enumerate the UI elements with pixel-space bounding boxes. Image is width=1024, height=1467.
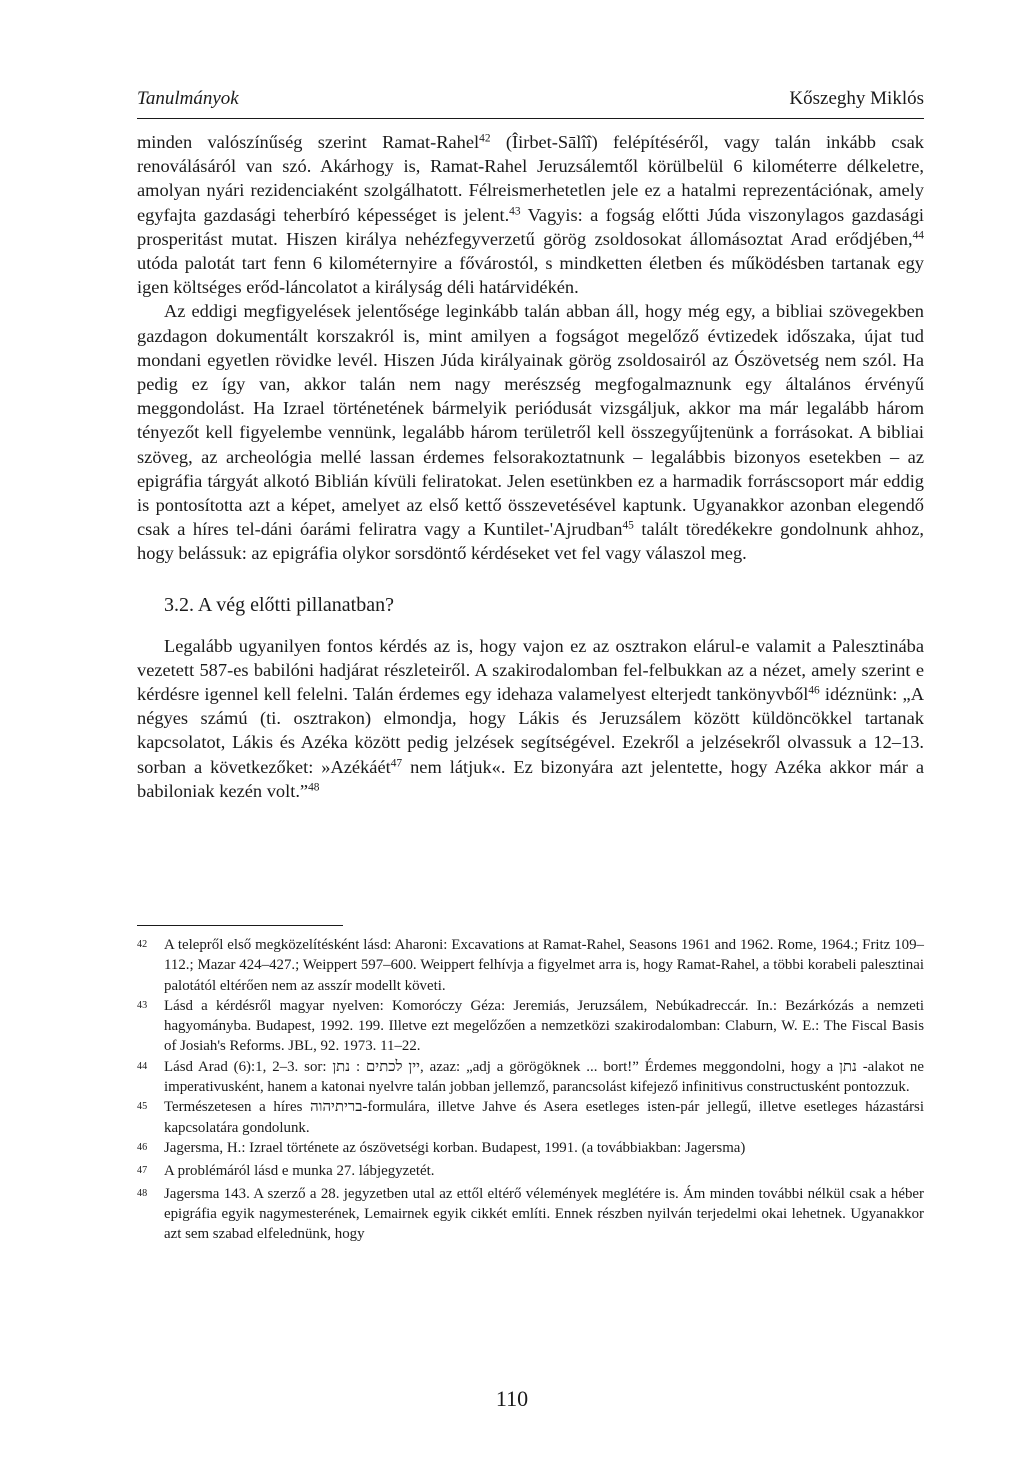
footnote-number: 48 xyxy=(137,1187,148,1199)
paragraph-2-text-b: talált töredékekre gondolnunk ahhoz, hogy belássuk: az epigráfia olykor sorsdöntő kérdéseket vet fel vagy válaszol meg. xyxy=(137,519,924,564)
paragraph-2-text-a: Az eddigi megfigyelések jelentősége leginkább talán abban áll, hogy még egy, a bibliai szövegekben gazdagon dokumentált korszakról is, mint amilyen a fogságot megelőző évtizedek időszaka, újat tud mondani egyetlen rövidke levél. Hiszen Júda királyainak görög zsoldosairól az Ószövetség nem szól. Ha pedig ez így van, akkor talán nem nagy merészség megfogalmaznunk egy általános érvényű meggondolást. Ha Izrael történetének bármelyik periódusát vizsgáljuk, akkor ma már legalább három tényezőt kell figyelembe vennünk, legalább három területről kell összegyűjtenünk a forrásokat. A bibliai szöveg, az archeológia mellé lassan érdemes felsorakoztatnunk – legalábbis bizonyos esetekben – az epigráfia tárgyát alkotó Biblián kívüli feliratokat. Jelen esetünkben ez a harmadik forráscsoport már eddig is pontosította azt a képet, amelyet az első kettő összevetésével kaptunk. Ugyanakkor azonban elegendő csak a híres tel-dáni óarámi feliratra vagy a Kuntilet-'Ajrudban xyxy=(137,301,924,540)
footnote-ref-48: 48 xyxy=(308,781,320,794)
footnote-43 xyxy=(137,996,924,1057)
paragraph-1-text-b: (Îirbet-Sālîî) felépítéséről, vagy talán inkább csak renoválásáról van szó. Akárhogy is, Ramat-Rahel Jeruzsálemtől körülbelül 6 kilométerre délkeletre, amolyan nyári rezidenciaként szolgálhatott. Félreismerhetetlen jele ez a hatalmi reprezentációnak, amely egyfajta gazdasági teherbíró képességet is jelent. xyxy=(137,132,924,225)
footnote-number: 42 xyxy=(137,939,148,950)
paragraph-3-text-a: Legalább ugyanilyen fontos kérdés az is, hogy vajon ez az osztrakon elárul-e valamit a Palesztinába vezetett 587-es babilóni hadjárat részleteiről. A szakirodalomban fel-felbukkan az a nézet, amely szerint e kérdésre igennel kell felelni. Talán érdemes egy idehaza valamelyest elterjedt tankönyvből xyxy=(137,635,924,705)
footnote-text: Jagersma, H.: Izrael története az ószövetségi korban. Budapest, 1991. (a továbbiakban: Jagersma) xyxy=(164,1139,746,1156)
footnote-text: Jagersma 143. A szerző a 28. jegyzetben utal az ettől eltérő vélemények meglétére is. Ám minden további nélkül csak a héber epigráfia egyik nagymesterének, Lemairnek egyik cikkét említi. Ennek részben nyilván terjedelmi okai lehetnek. Ugyanakkor azt sem szabad elfelednünk, hogy xyxy=(164,1185,924,1243)
footnote-number: 44 xyxy=(137,1060,148,1072)
footnote-number: 43 xyxy=(137,999,148,1011)
footnote-separator xyxy=(137,925,343,926)
footnote-text: A telepről első megközelítésként lásd: Aharoni: Excavations at Ramat-Rahel, Seasons 1961 and 1962. Rome, 1964.; Fritz 109–112.; Mazar 424–427.; Weippert 597–600. Weippert felhívja a figyelmet arra is, hogy Ramat-Rahel, a többi korabeli palesztinai palotától eltérően nem az asszír modellt követi. xyxy=(164,937,924,994)
footnote-42 xyxy=(137,935,924,996)
footnote-ref-42: 42 xyxy=(479,132,491,145)
paragraph-3-text-c: nem látjuk«. Ez bizonyára azt jelentette, hogy Azéka akkor már a babiloniak kezén volt.” xyxy=(137,756,924,801)
footnote-ref-47: 47 xyxy=(390,757,403,770)
footnote-text: Természetesen a híres בריתיהוה-formulára, illetve Jahve és Asera esetleges isten-pár jellegű, illetve esetleges házastársi kapcsolatára gondolunk. xyxy=(164,1099,924,1136)
footnotes xyxy=(137,935,924,1245)
paragraph-3 xyxy=(137,634,924,803)
footnote-number: 47 xyxy=(137,1164,148,1176)
footnote-text: A problémáról lásd e munka 27. lábjegyzetét. xyxy=(164,1162,435,1179)
paragraph-3-text-b: idéznünk: „A négyes számú (ti. osztrakon) elmondja, hogy Lákis és Jeruzsálem között küldöncökkel tartanak kapcsolatot, Lákis és Azéka között pedig jelzések segítségével. Ezekről a jelzésekről olvassuk a 12–13. sorban a következőket: »Azékáét xyxy=(137,684,924,777)
paragraph-1-text-a: minden valószínűség szerint Ramat-Rahel xyxy=(137,132,480,152)
main-text xyxy=(137,130,924,803)
footnote-46 xyxy=(137,1138,924,1161)
header-section-title: Tanulmányok xyxy=(137,88,239,109)
footnote-text: Lásd Arad (6):1, 2–3. sor: יין לכתים : נתן, azaz: „adj a görögöknek ... bort!” Érdemes meggondolni, hogy a נתן -alakot ne imperativusként, hanem a katonai nyelvre talán jobban jellemző, parancsolást kifejező infinitivus constructusként pontozzuk. xyxy=(164,1058,924,1096)
footnote-text: Lásd a kérdésről magyar nyelven: Komoróczy Géza: Jeremiás, Jeruzsálem, Nebúkadreccár. In.: Bezárkózás a nemzeti hagyományba. Budapest, 1992. 199. Illetve ezt megelőzően a nemzetközi szakirodalomban: Claburn, W. E.: The Fiscal Basis of Josiah's Reforms. JBL, 92. 1973. 11–22. xyxy=(164,997,924,1055)
paragraph-2 xyxy=(137,299,924,565)
header-author: Kőszeghy Miklós xyxy=(789,88,924,109)
paragraph-1-text-d: utóda palotát tart fenn 6 kilométernyire a fővárostól, s mindketten életben és működésben tartanak egy igen költséges erőd-láncolatot a királyság déli határvidékén. xyxy=(137,253,924,298)
footnote-number: 46 xyxy=(137,1141,148,1153)
footnote-48 xyxy=(137,1184,924,1245)
footnote-44 xyxy=(137,1057,924,1098)
footnote-ref-43: 43 xyxy=(509,205,521,218)
paragraph-1 xyxy=(137,130,924,299)
header-rule xyxy=(137,118,924,119)
footnote-ref-46: 46 xyxy=(808,684,820,697)
footnote-ref-45: 45 xyxy=(622,519,634,532)
page-number: 110 xyxy=(495,1386,529,1411)
footnote-ref-44: 44 xyxy=(912,229,924,242)
section-heading: 3.2. A vég előtti pillanatban? xyxy=(164,593,394,616)
paragraph-1-text-c: Vagyis: a fogság előtti Júda viszonylagos gazdasági prosperitást mutat. Hiszen királya nehézfegyverzetű görög zsoldosokat állomásoztat Arad erődjében, xyxy=(137,204,924,249)
footnote-number: 45 xyxy=(137,1101,148,1113)
footnote-47 xyxy=(137,1161,924,1184)
running-header xyxy=(137,88,924,110)
footnote-45 xyxy=(137,1097,924,1138)
